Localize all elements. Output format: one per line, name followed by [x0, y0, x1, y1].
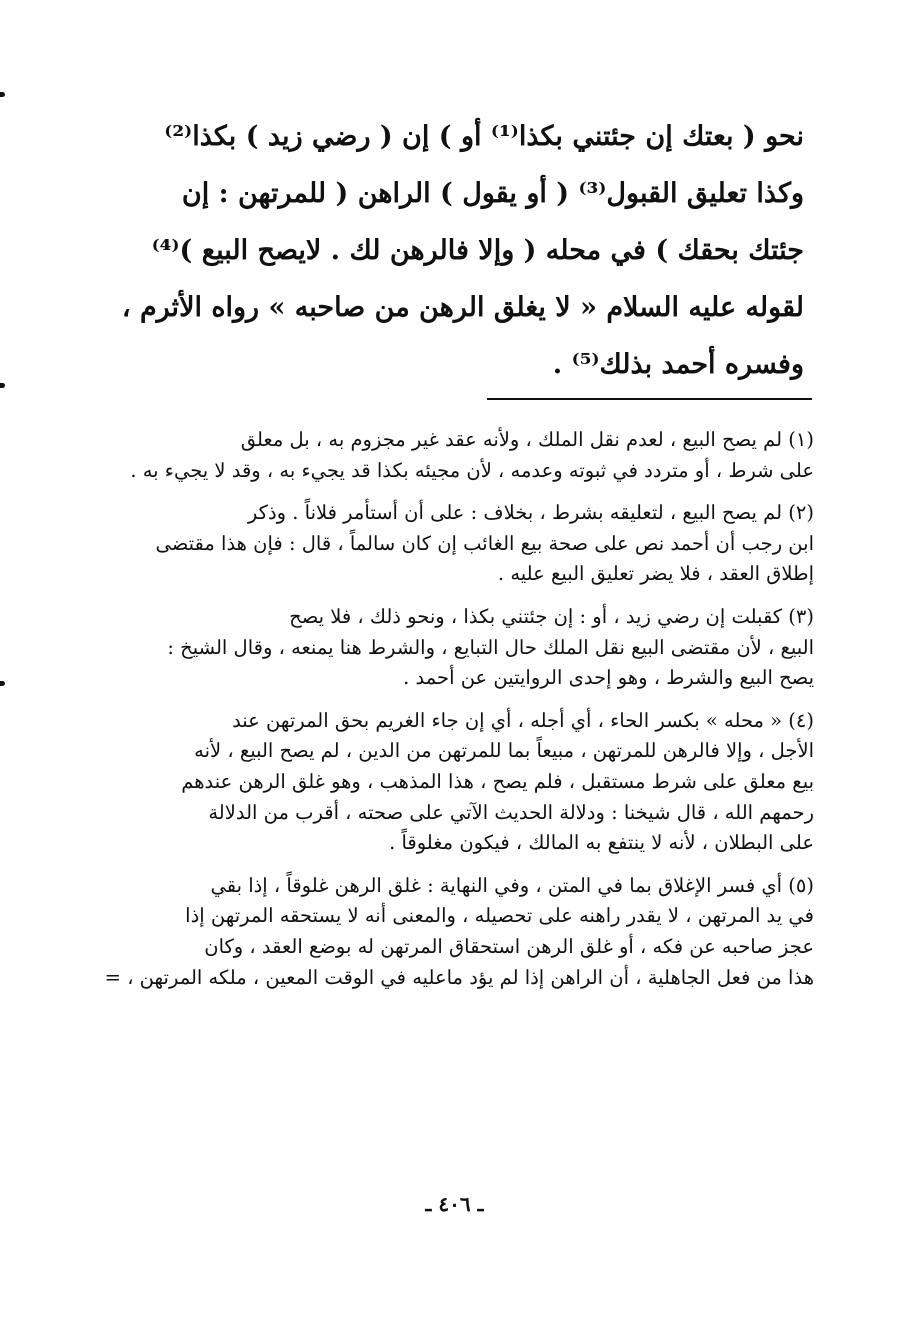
footnote-line: إطلاق العقد ، فلا يضر تعليق البيع عليه . [497, 562, 814, 586]
main-text-line: وفسره أحمد بذلك⁽⁵⁾ . [552, 349, 804, 380]
footnote-line: يصح البيع والشرط ، وهو إحدى الروايتين عن أحمد . [403, 666, 814, 690]
page-number: ـ ٤٠٦ ـ [425, 1192, 484, 1216]
scan-edge-mark [0, 681, 5, 686]
footnote-line: عجز صاحبه عن فكه ، أو غلق الرهن استحقاق المرتهن له بوضع العقد ، وكان [204, 934, 814, 958]
main-text-block [78, 108, 804, 393]
scan-edge-mark [0, 92, 5, 97]
footnote-line: في يد المرتهن ، لا يقدر راهنه على تحصيله ، والمعنى أنه لا يستحقه المرتهن إذا [185, 904, 814, 928]
footnote-2 [76, 498, 814, 590]
footnote-5 [76, 871, 814, 993]
footnote-line: الأجل ، وإلا فالرهن للمرتهن ، مبيعاً بما للمرتهن من الدين ، لم يصح البيع ، لأنه [194, 739, 814, 763]
footnote-line: (٣) كقبلت إن رضي زيد ، أو : إن جئتني بكذا ، ونحو ذلك ، فلا يصح [289, 604, 814, 628]
footnote-line: بيع معلق على شرط مستقبل ، فلم يصح ، هذا المذهب ، وهو غلق الرهن عندهم [181, 769, 814, 793]
footnote-line: على شرط ، أو متردد في ثبوته وعدمه ، لأن مجيئه بكذا قد يجيء به ، وقد لا يجيء به . [130, 458, 814, 482]
footnote-separator [487, 398, 812, 400]
footnote-line: البيع ، لأن مقتضى البيع نقل الملك حال التبايع ، والشرط هنا يمنعه ، وقال الشيخ : [167, 635, 814, 659]
footnote-line: على البطلان ، لأنه لا ينتفع به المالك ، فيكون مغلوقاً . [389, 831, 814, 855]
main-text-line: لقوله عليه السلام « لا يغلق الرهن من صاحبه » رواه الأثرم ، [121, 292, 804, 323]
footnotes-block [76, 425, 814, 1005]
footnote-line: (٤) « محله » بكسر الحاء ، أي أجله ، أي إن جاء الغريم بحق المرتهن عند [232, 708, 814, 732]
footnote-4 [76, 706, 814, 859]
footnote-line: رحمهم الله ، قال شيخنا : ودلالة الحديث الآتي على صحته ، أقرب من الدلالة [208, 800, 814, 824]
main-text-line: جئتك بحقك ) في محله ( وإلا فالرهن لك . لايصح البيع )⁽⁴⁾ [151, 235, 804, 266]
footnote-3 [76, 602, 814, 694]
footnote-1 [76, 425, 814, 486]
footnote-line: (٥) أي فسر الإغلاق بما في المتن ، وفي النهاية : غلق الرهن غلوقاً ، إذا بقي [210, 873, 814, 897]
main-text-line: نحو ( بعتك إن جئتني بكذا⁽¹⁾ أو ) إن ( رضي زيد ) بكذا⁽²⁾ [164, 121, 804, 152]
footnote-line: (١) لم يصح البيع ، لعدم نقل الملك ، ولأنه عقد غير مجزوم به ، بل معلق [240, 428, 814, 451]
footnote-line: هذا من فعل الجاهلية ، أن الراهن إذا لم يؤد ماعليه في الوقت المعين ، ملكه المرتهن ، = [104, 965, 814, 989]
footnote-line: (٢) لم يصح البيع ، لتعليقه بشرط ، بخلاف : على أن أستأمر فلاناً . وذكر [247, 501, 814, 525]
footnote-line: ابن رجب أن أحمد نص على صحة بيع الغائب إن كان سالماً ، قال : فإن هذا مقتضى [155, 531, 814, 555]
scan-edge-mark [0, 383, 5, 388]
main-text-line: وكذا تعليق القبول⁽³⁾ ( أو يقول ) الراهن ( للمرتهن : إن [181, 178, 804, 209]
